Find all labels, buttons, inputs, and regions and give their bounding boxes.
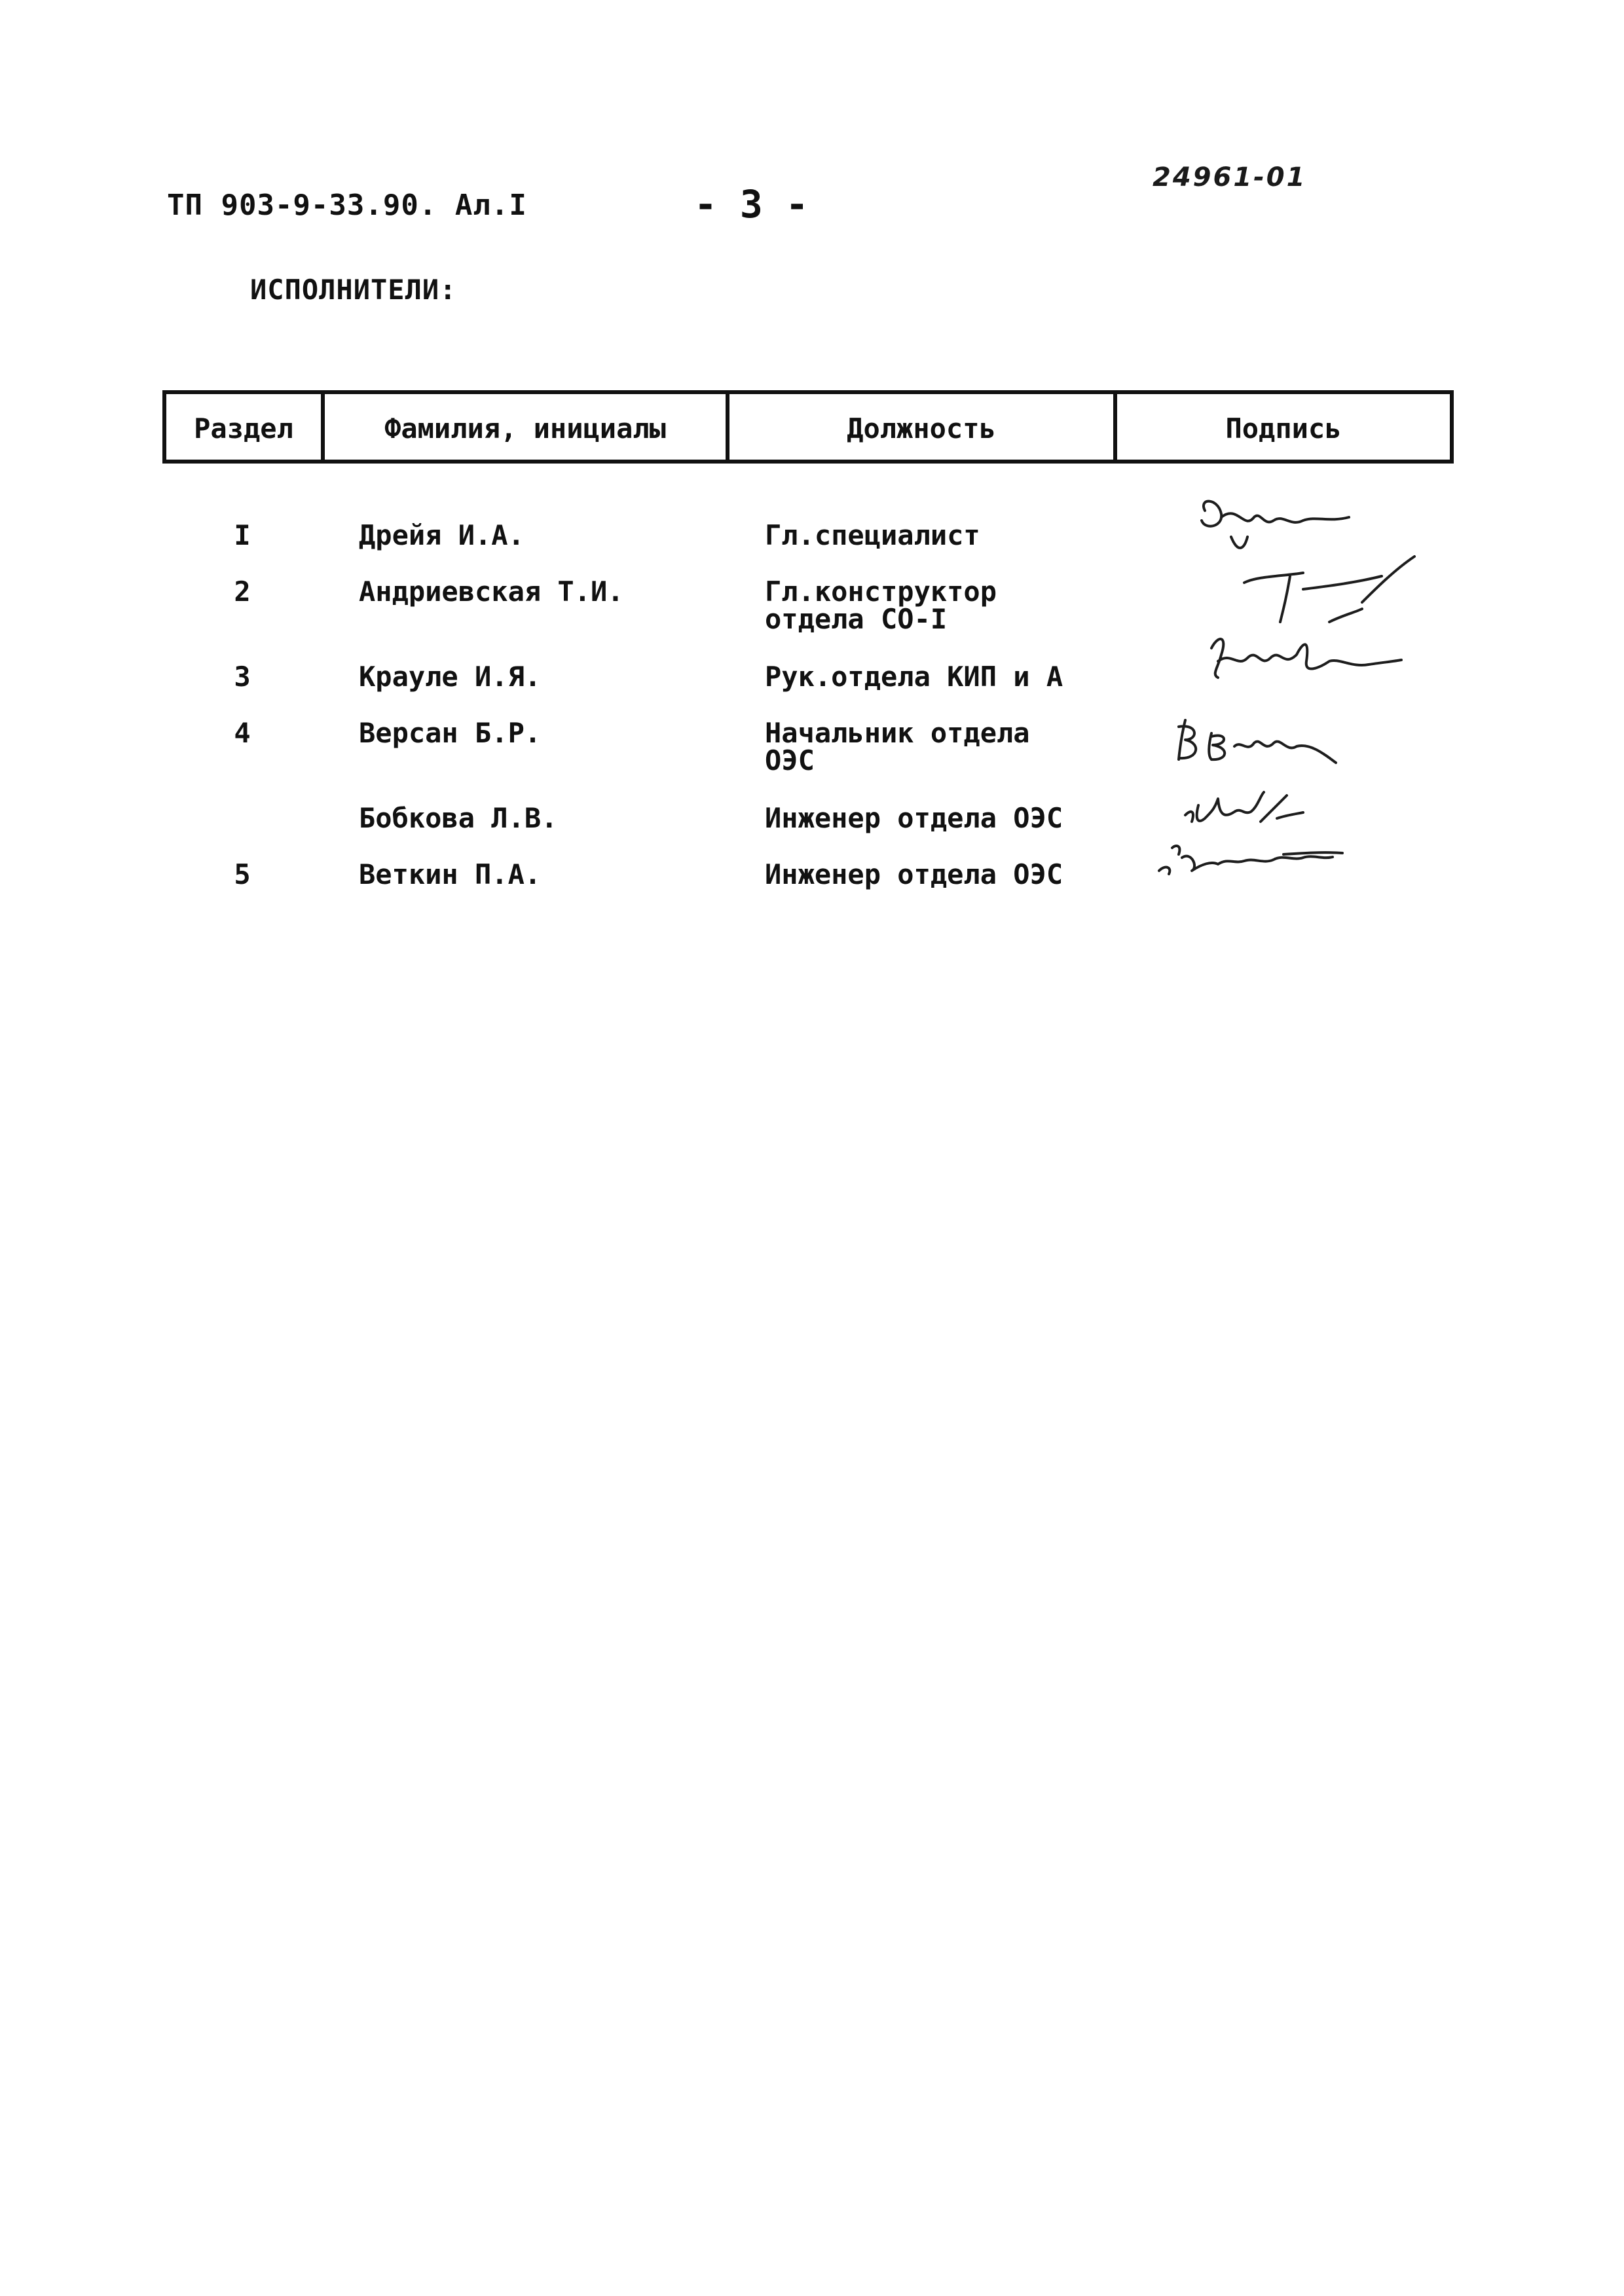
signature-4: [1172, 707, 1356, 779]
row-name: Бобкова Л.В.: [359, 802, 558, 834]
page-number: - 3 -: [694, 182, 809, 227]
signature-2: [1231, 550, 1428, 642]
row-name: Дрейя И.А.: [359, 519, 525, 551]
row-position-line2: ОЭС: [765, 744, 815, 776]
row-position: Инженер отдела ОЭС: [765, 802, 1063, 834]
document-code: ТП 903-9-33.90. Ал.I: [167, 189, 527, 222]
row-name: Версан Б.Р.: [359, 717, 542, 749]
section-heading: ИСПОЛНИТЕЛИ:: [250, 274, 457, 306]
row-position: Гл.конструктор: [765, 575, 997, 608]
row-position: Гл.специалист: [765, 519, 980, 551]
row-section: 2: [234, 575, 251, 608]
signature-3: [1198, 629, 1408, 701]
row-name: Веткин П.А.: [359, 858, 542, 890]
row-position: Инженер отдела ОЭС: [765, 858, 1063, 890]
row-section: 4: [234, 717, 251, 749]
column-header-signature: Подпись: [1225, 412, 1342, 445]
row-position-line2: отдела СО-I: [765, 603, 948, 635]
column-header-section: Раздел: [194, 412, 293, 445]
row-section: 3: [234, 661, 251, 693]
signature-5: [1179, 782, 1323, 841]
row-section: 5: [234, 858, 251, 890]
row-section: I: [234, 519, 251, 551]
row-position: Рук.отдела КИП и А: [765, 661, 1063, 693]
row-name: Крауле И.Я.: [359, 661, 542, 693]
column-header-name: Фамилия, инициалы: [384, 412, 666, 445]
table-header: [162, 390, 1454, 464]
column-header-position: Должность: [847, 412, 996, 445]
archive-number: 24961-01: [1153, 162, 1307, 192]
row-name: Андриевская Т.И.: [359, 575, 624, 608]
signature-6: [1153, 835, 1362, 894]
row-position: Начальник отдела: [765, 717, 1030, 749]
